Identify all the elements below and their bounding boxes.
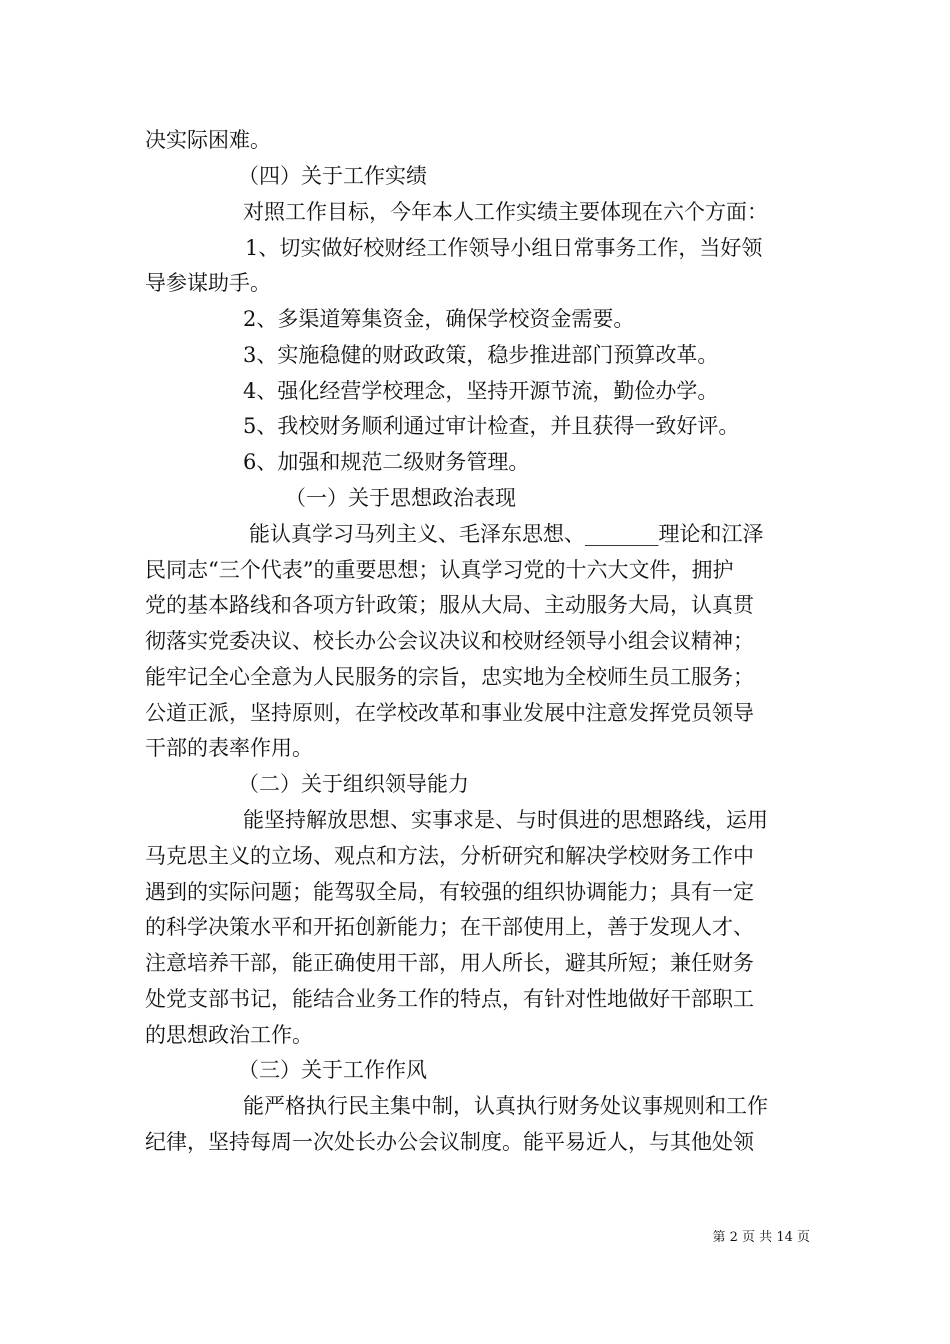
text-line: 能牢记全心全意为人民服务的宗旨，忠实地为全校师生员工服务； <box>145 665 754 689</box>
text-line: 党的基本路线和各项方针政策；服从大局、主动服务大局，认真贯 <box>145 593 754 617</box>
section-heading: （一）关于思想政治表现 <box>285 486 516 510</box>
text-line: 的科学决策水平和开拓创新能力；在干部使用上，善于发现人才、 <box>145 915 754 939</box>
section-heading: （四）关于工作实绩 <box>238 164 427 188</box>
section-heading: （三）关于工作作风 <box>238 1058 427 1082</box>
text-line: 彻落实党委决议、校长办公会议决议和校财经领导小组会议精神； <box>145 629 754 653</box>
text-line: 注意培养干部，能正确使用干部，用人所长，避其所短；兼任财务 <box>145 951 754 975</box>
section-heading: （二）关于组织领导能力 <box>238 772 469 796</box>
text-line: 决实际困难。 <box>145 128 271 152</box>
list-item: 2、多渠道筹集资金，确保学校资金需要。 <box>243 307 635 331</box>
page-number: 第 2 页 共 14 页 <box>712 1230 810 1245</box>
list-item: 4、强化经营学校理念，坚持开源节流，勤俭办学。 <box>243 379 719 403</box>
text-line: 能严格执行民主集中制，认真执行财务处议事规则和工作 <box>243 1094 768 1118</box>
text-line: 遇到的实际问题；能驾驭全局，有较强的组织协调能力；具有一定 <box>145 880 754 904</box>
text-line: 处党支部书记，能结合业务工作的特点，有针对性地做好干部职工 <box>145 987 754 1011</box>
text-line: 民同志“三个代表”的重要思想；认真学习党的十六大文件，拥护 <box>145 558 734 582</box>
text-line: 能坚持解放思想、实事求是、与时俱进的思想路线，运用 <box>243 808 768 832</box>
text-line: 的思想政治工作。 <box>145 1023 313 1047</box>
text-line: 对照工作目标，今年本人工作实绩主要体现在六个方面： <box>243 200 768 224</box>
text-line: 马克思主义的立场、观点和方法，分析研究和解决学校财务工作中 <box>145 844 754 868</box>
text-line: 导参谋助手。 <box>145 271 271 295</box>
list-item: 3、实施稳健的财政政策，稳步推进部门预算改革。 <box>243 343 719 367</box>
text-line: 纪律，坚持每周一次处长办公会议制度。能平易近人，与其他处领 <box>145 1130 754 1154</box>
text-line: 公道正派，坚持原则，在学校改革和事业发展中注意发挥党员领导 <box>145 701 754 725</box>
list-item: 1、切实做好校财经工作领导小组日常事务工作，当好领 <box>245 236 763 260</box>
text-line: 干部的表率作用。 <box>145 736 313 760</box>
text-line: 能认真学习马列主义、毛泽东思想、_______理论和江泽 <box>249 522 764 546</box>
list-item: 6、加强和规范二级财务管理。 <box>243 450 530 474</box>
list-item: 5、我校财务顺利通过审计检查，并且获得一致好评。 <box>243 414 740 438</box>
